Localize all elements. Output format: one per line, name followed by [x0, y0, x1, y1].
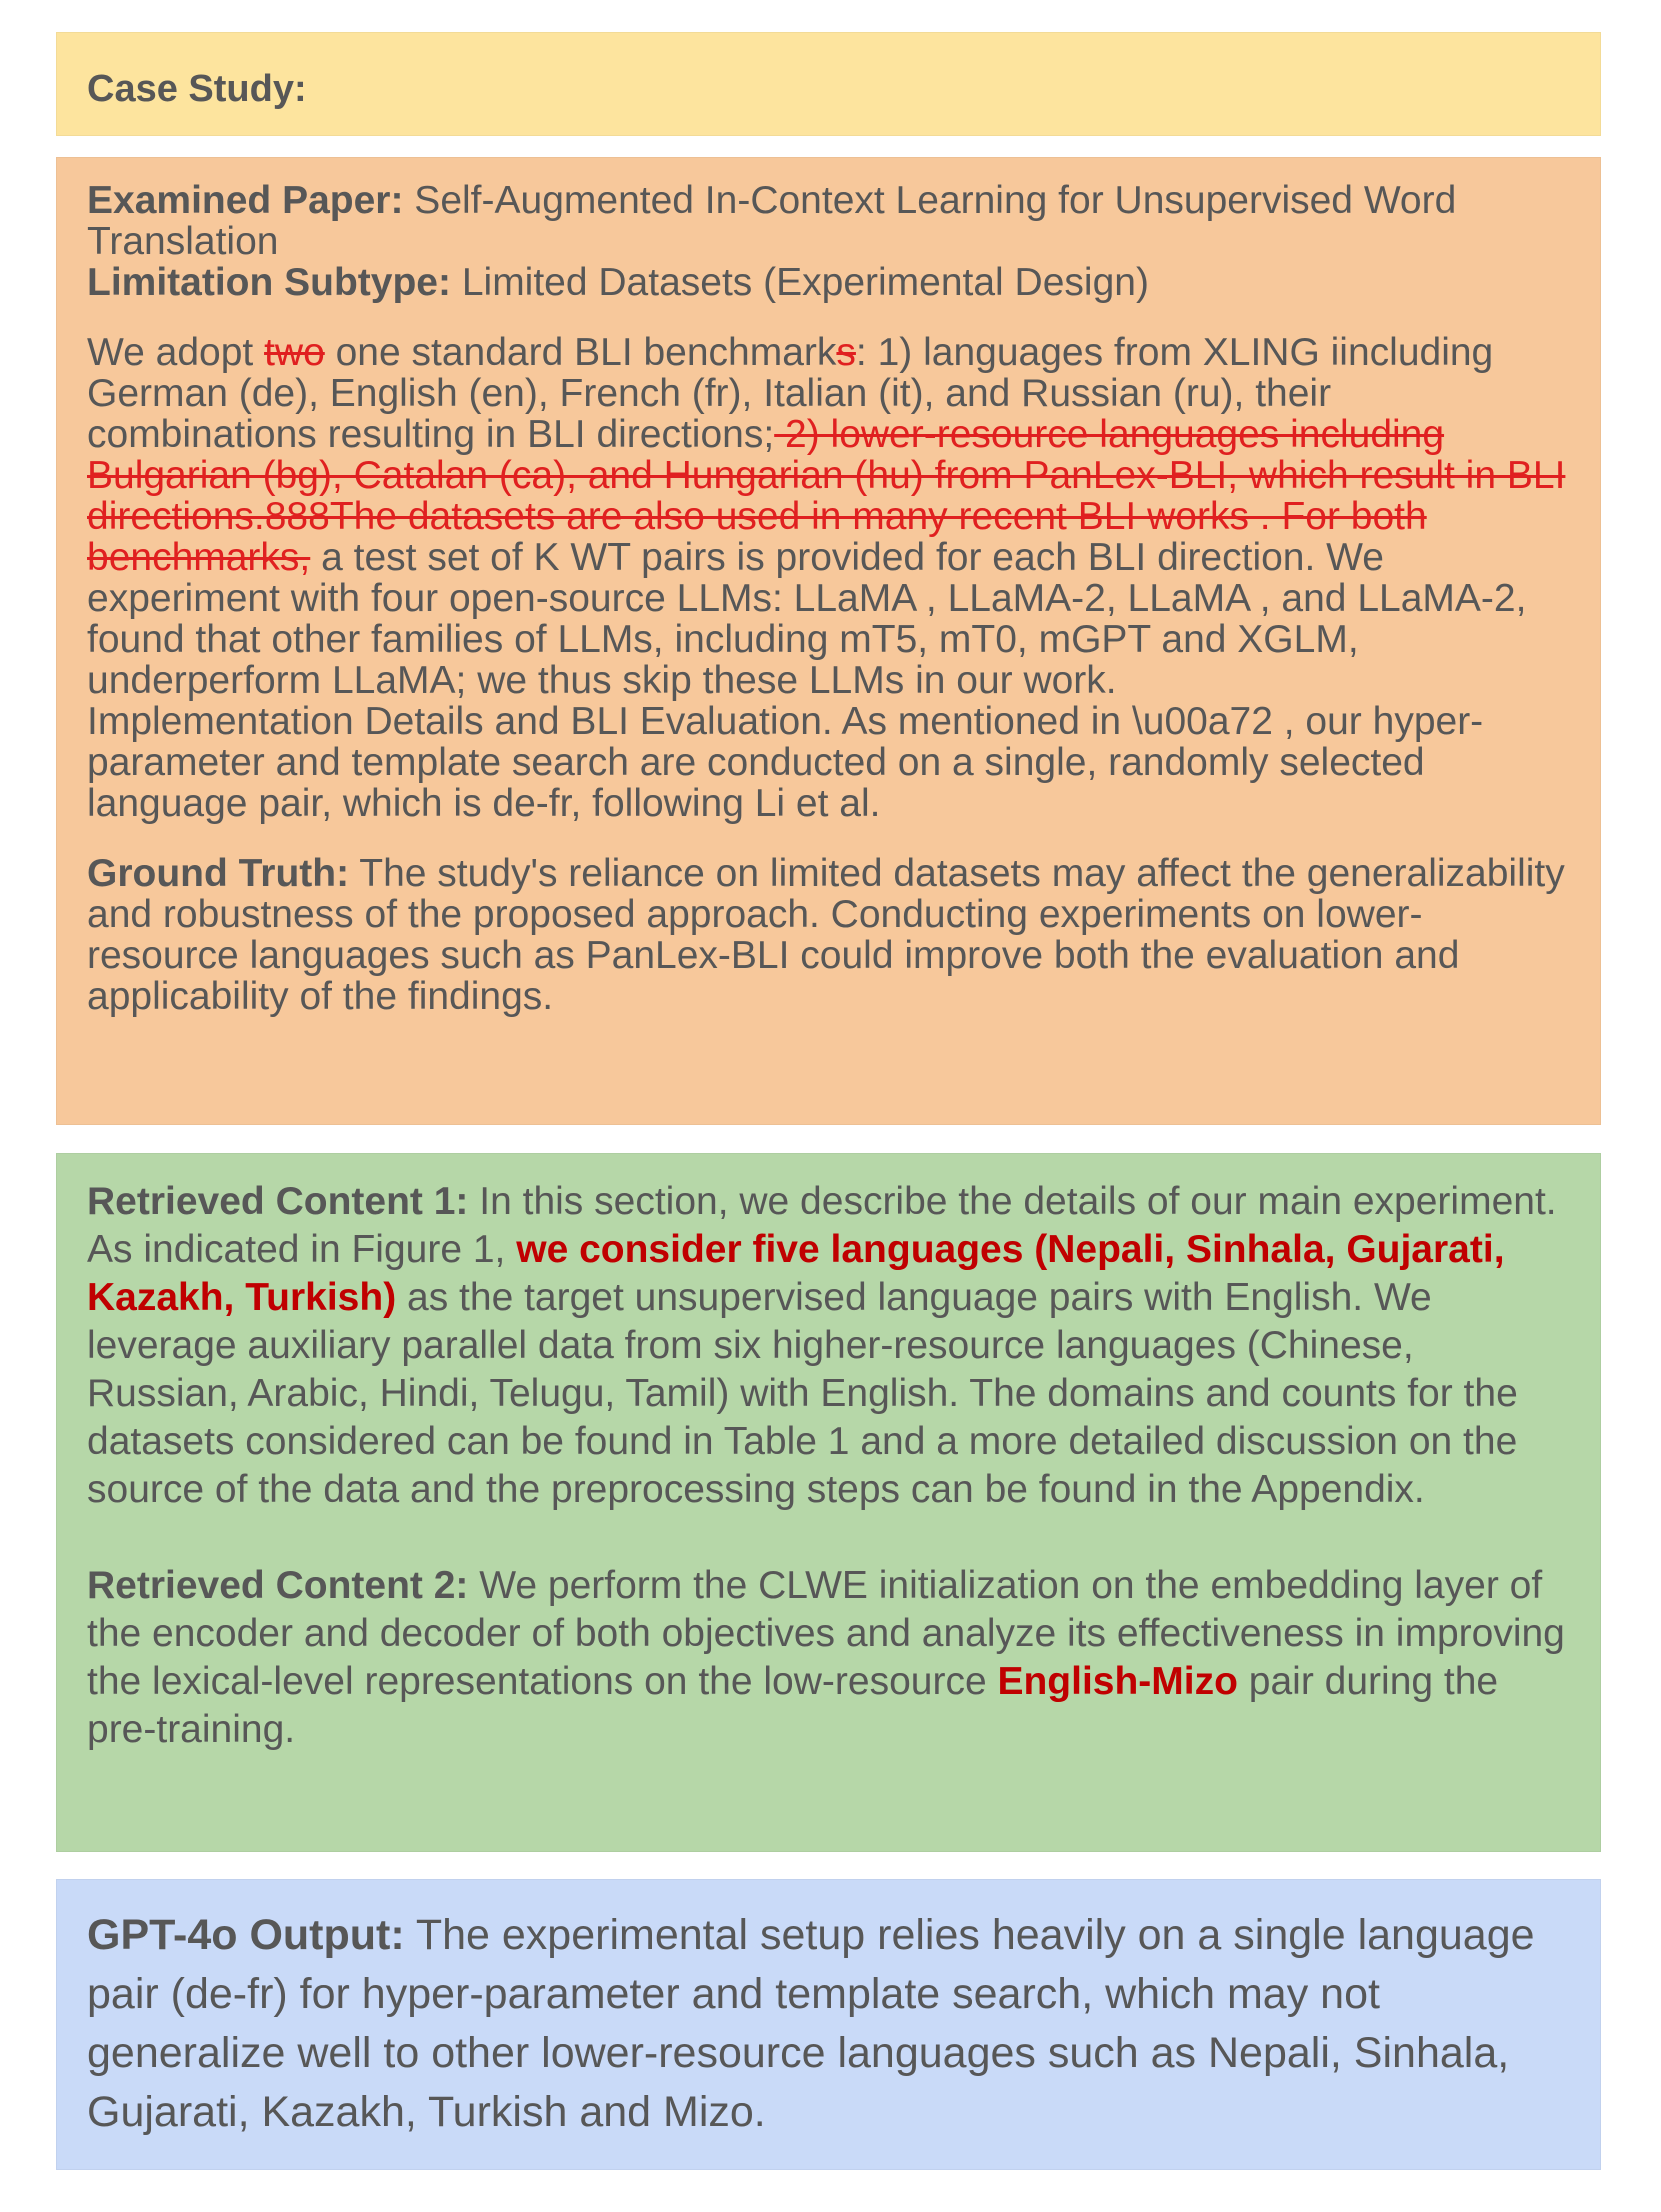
highlighted-text: English-Mizo [997, 1660, 1238, 1703]
deleted-text: s [836, 331, 856, 374]
excerpt-text: a test set of K WT pairs is provided for each BLI direction. We experiment with four open-source LLMs: LLaMA , LLaMA-2, LLaMA , and LLaMA-2, found that other families of LLMs, including mT5, mT0, mGPT and XGLM, underperform LLaMA; we thus skip these LLMs in our work. [87, 536, 1527, 702]
examined-paper-label: Examined Paper: [87, 179, 404, 222]
model-output-panel [56, 1879, 1601, 2170]
excerpt-text: We adopt [87, 331, 265, 374]
retrieved-text: as the target unsupervised language pairs with English. We leverage auxiliary parallel data from six higher-resource languages (Chinese, Russian, Arabic, Hindi, Telugu, Tamil) with English. The domains and counts for the datasets considered can be found in Table 1 and a more detailed discussion on the source of the data and the preprocessing steps can be found in the Appendix. [87, 1276, 1518, 1511]
highlighted-text: we consider five languages (Nepali, Sinhala, Gujarati, Kazakh, Turkish) [87, 1228, 1505, 1319]
ground-truth [87, 853, 1570, 1017]
model-output-text: The experimental setup relies heavily on a single language pair (de-fr) for hyper-parameter and template search, which may not generalize well to other lower-resource languages such as Nepali, Sinhala, Gujarati, Kazakh, Turkish and Mizo. [87, 1911, 1535, 2136]
examined-paper-panel [56, 157, 1601, 1125]
paper-excerpt [87, 332, 1570, 701]
deleted-text: two [264, 331, 325, 374]
retrieved-content-1 [87, 1178, 1570, 1514]
retrieved-text: We perform the CLWE initialization on the embedding layer of the encoder and decoder of both objectives and analyze its effectiveness in improving the lexical-level representations on the low-resource [87, 1564, 1565, 1703]
ground-truth-label: Ground Truth: [87, 852, 350, 895]
retrieved-content-2-label: Retrieved Content 2: [87, 1564, 469, 1607]
excerpt-text: : 1) languages from XLING iincluding German (de), English (en), French (fr), Italian (it), and Russian (ru), their combinations resulting in BLI directions; [87, 331, 1494, 456]
examined-paper-line [87, 180, 1570, 262]
case-study-header [56, 32, 1601, 136]
examined-paper-title: Self-Augmented In-Context Learning for Unsupervised Word Translation [87, 179, 1457, 263]
limitation-subtype-value: Limited Datasets (Experimental Design) [451, 261, 1149, 304]
implementation-details: Implementation Details and BLI Evaluation. As mentioned in \u00a72 , our hyper-parameter and template search are conducted on a single, randomly selected language pair, which is de-fr, following Li et al. [87, 700, 1484, 825]
model-output-label: GPT-4o Output: [87, 1911, 405, 1959]
excerpt-text: one standard BLI benchmark [324, 331, 837, 374]
retrieved-text: In this section, we describe the details of our main experiment. As indicated in Figure 1, [87, 1180, 1557, 1271]
retrieved-content-2 [87, 1562, 1570, 1754]
retrieved-content-1-label: Retrieved Content 1: [87, 1180, 469, 1223]
deleted-text: 2) lower-resource languages including Bulgarian (bg), Catalan (ca), and Hungarian (hu) from PanLex-BLI, which result in BLI directions.888The datasets are also used in many recent BLI works . For both benchmarks, [87, 413, 1566, 579]
case-study-title: Case Study: [87, 68, 307, 110]
retrieved-content-panel [56, 1153, 1601, 1852]
retrieved-text: pair during the pre-training. [87, 1660, 1499, 1751]
limitation-subtype-label: Limitation Subtype: [87, 261, 451, 304]
model-output [87, 1906, 1570, 2142]
limitation-subtype-line [87, 262, 1570, 303]
ground-truth-text: The study's reliance on limited datasets may affect the generalizability and robustness of the proposed approach. Conducting experiments on lower-resource languages such as PanLex-BLI could improve both the evaluation and applicability of the findings. [87, 852, 1565, 1018]
